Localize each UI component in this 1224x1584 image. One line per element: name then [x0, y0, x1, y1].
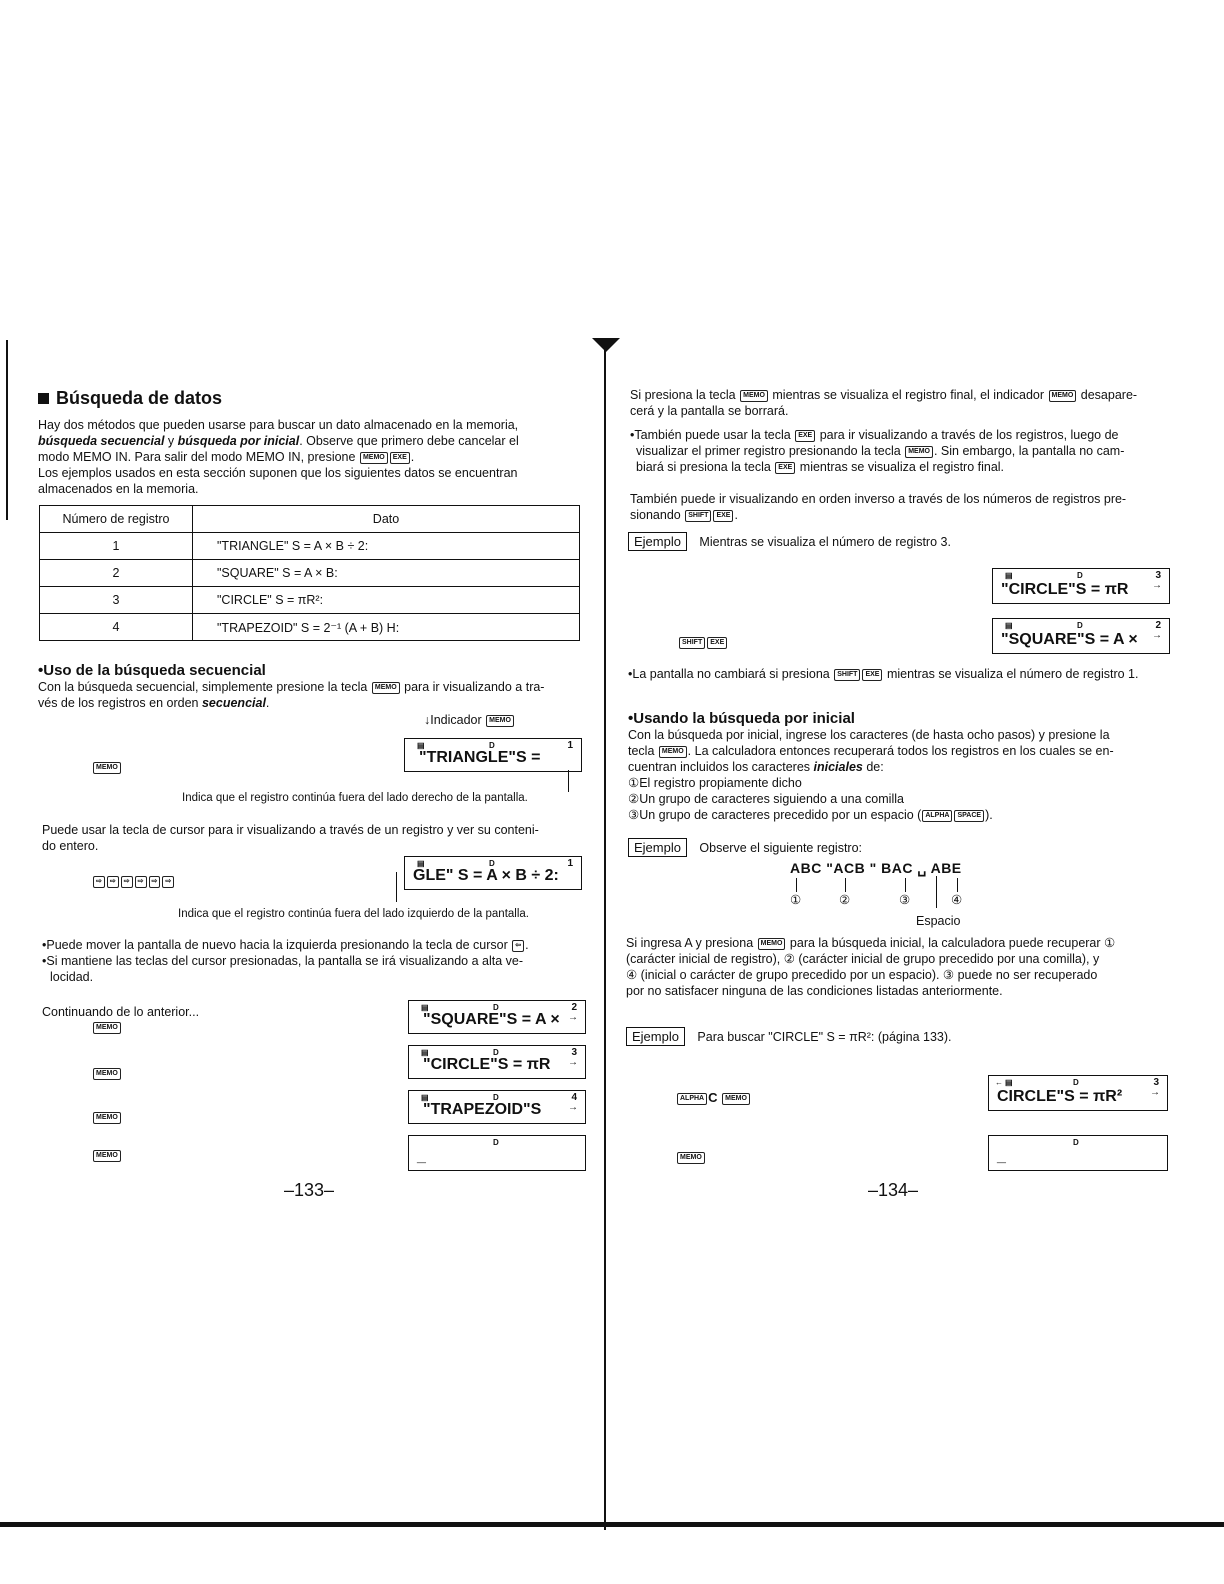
table-cell: 2	[40, 560, 193, 587]
table-header	[40, 506, 580, 533]
shift-exe-keys	[678, 634, 728, 652]
right-arrow-icon: →	[1152, 630, 1162, 641]
d-indicator-icon: D	[493, 1048, 499, 1057]
right-line-7: sionando SHIFT EXE .	[630, 508, 738, 522]
initial-search-title: •Usando la búsqueda por inicial	[628, 710, 855, 727]
shift-key-icon: SHIFT	[679, 637, 705, 649]
ejemplo-label: Ejemplo	[628, 532, 687, 551]
memo-key-icon: MEMO	[93, 1068, 121, 1080]
cursor-right-key-icon: ⇨	[121, 876, 133, 888]
lcd-display	[404, 738, 582, 772]
mark-line	[796, 878, 797, 892]
lcd-display	[408, 1045, 586, 1079]
right-line-2: cerá y la pantalla se borrará.	[630, 404, 789, 418]
shift-key-icon: SHIFT	[685, 510, 711, 522]
cursor-line-1: Puede usar la tecla de cursor para ir visualizando a través de un registro y ver su conteni-	[42, 823, 539, 837]
section-title: Búsqueda de datos	[38, 388, 588, 409]
shift-key-icon: SHIFT	[834, 669, 860, 681]
d-indicator-icon: D	[489, 859, 495, 868]
table-row	[40, 614, 580, 641]
initial-search-section	[628, 710, 1170, 823]
page-number: –134–	[868, 1180, 919, 1200]
explanation-line-2: (carácter inicial de registro), ② (carácter inicial de grupo precedido por una comilla), y	[626, 952, 1100, 966]
lcd-display	[992, 568, 1170, 604]
square-bullet-icon	[38, 393, 49, 404]
table-cell: 3	[40, 587, 193, 614]
record-number: 1	[567, 858, 573, 869]
intro-line-5: almacenados en la memoria.	[38, 482, 199, 496]
d-indicator-icon: D	[1077, 571, 1083, 580]
intro-line-3: modo MEMO IN. Para salir del modo MEMO IN, presione MEMO EXE .	[38, 450, 415, 464]
lcd-text: "SQUARE"S = A ×	[1001, 631, 1138, 648]
memo-key-icon: MEMO	[360, 452, 388, 464]
table-cell: "TRIANGLE" S = A × B ÷ 2:	[193, 533, 580, 560]
table-cell: 4	[40, 614, 193, 641]
cursor-right-key-icon: ⇨	[107, 876, 119, 888]
right-line-5: biará si presiona la tecla EXE mientras se visualiza el registro final.	[636, 460, 1005, 474]
initial-explanation	[626, 935, 1170, 999]
exe-key-icon: EXE	[862, 669, 882, 681]
continuing-label: Continuando de lo anterior...	[42, 1005, 200, 1019]
memo-key-icon: MEMO	[93, 1022, 121, 1034]
bullet-1: •Puede mover la pantalla de nuevo hacia la izquierda presionando la tecla de cursor ⇦ .	[42, 938, 529, 952]
memo-key-icon: MEMO	[740, 390, 768, 402]
example-2-text: Observe el siguiente registro:	[699, 841, 863, 855]
pointer-line	[396, 872, 397, 902]
initial-line-3: cuentran incluidos los caracteres iniciales de:	[628, 760, 884, 774]
alpha-key-icon: ALPHA	[677, 1093, 707, 1105]
exe-key-icon: EXE	[775, 462, 795, 474]
right-line-6: También puede ir visualizando en orden inverso a través de los números de registros pre-	[630, 492, 1127, 506]
space-key-icon: SPACE	[954, 810, 984, 822]
right-arrow-icon: →	[568, 1012, 578, 1023]
d-indicator-icon: D	[493, 1093, 499, 1102]
memo-key-icon: MEMO	[758, 938, 786, 950]
memo-key-icon: MEMO	[905, 446, 933, 458]
lcd-cursor: _	[417, 1148, 426, 1165]
cursor-right-key-icon: ⇨	[149, 876, 161, 888]
memo-key-icon: MEMO	[93, 1150, 121, 1162]
cursor-right-key-icon: ⇨	[135, 876, 147, 888]
explanation-line-4: por no satisfacer ninguna de las condiciones listadas anteriormente.	[626, 984, 1003, 998]
mark-3: ③	[899, 893, 911, 907]
exe-key-icon: EXE	[390, 452, 410, 464]
right-arrow-icon: →	[568, 1057, 578, 1068]
initial-list-1: ①El registro propiamente dicho	[628, 776, 802, 790]
ejemplo-label: Ejemplo	[626, 1027, 685, 1046]
example-record: ABC "ACB " BAC ␣ ABE	[790, 860, 962, 876]
mark-1: ①	[790, 893, 802, 907]
table-cell: "TRAPEZOID" S = 2⁻¹ (A + B) H:	[193, 614, 580, 641]
exe-key-icon: EXE	[707, 637, 727, 649]
d-indicator-icon: D	[1073, 1138, 1079, 1147]
table-cell: "SQUARE" S = A × B:	[193, 560, 580, 587]
lcd-display	[988, 1135, 1168, 1171]
table-row	[40, 560, 580, 587]
sequential-section	[38, 662, 586, 711]
memo-indicator-icon: ▤	[417, 859, 425, 868]
lcd-text: GLE" S = A × B ÷ 2:	[413, 867, 559, 884]
record-number: 2	[1155, 620, 1161, 631]
d-indicator-icon: D	[493, 1138, 499, 1147]
page-number: –133–	[284, 1180, 335, 1200]
intro-line-4: Los ejemplos usados en esta sección suponen que los siguientes datos se encuentran	[38, 466, 518, 480]
memo-key-icon: MEMO	[93, 1112, 121, 1124]
d-indicator-icon: D	[493, 1003, 499, 1012]
lcd-display	[992, 618, 1170, 654]
table-cell: 1	[40, 533, 193, 560]
mark-2: ②	[839, 893, 851, 907]
alpha-c-memo-keys	[676, 1090, 751, 1105]
sequential-line-1: Con la búsqueda secuencial, simplemente presione la tecla MEMO para ir visualizando a tra-	[38, 680, 545, 694]
lcd-display	[988, 1075, 1168, 1111]
memo-key-icon: MEMO	[659, 746, 687, 758]
exe-key-icon: EXE	[795, 430, 815, 442]
example-3	[626, 1027, 952, 1046]
lcd-text: "CIRCLE"S = πR	[423, 1056, 551, 1073]
right-arrow-icon: →	[1152, 580, 1162, 591]
left-arrow-icon: ←	[995, 1078, 1003, 1087]
table-header-cell: Dato	[193, 506, 580, 533]
record-number: 2	[571, 1002, 577, 1013]
lcd-display	[408, 1090, 586, 1124]
memo-indicator-icon: ▤	[421, 1048, 429, 1057]
lcd-text: "TRAPEZOID"S	[423, 1101, 542, 1118]
mark-4: ④	[951, 893, 963, 907]
lcd-display	[404, 856, 582, 890]
memo-key-icon: MEMO	[372, 682, 400, 694]
memo-key-icon: MEMO	[93, 762, 121, 774]
note-right-continue: Indica que el registro continúa fuera del lado derecho de la pantalla.	[182, 792, 528, 804]
right-arrow-icon: →	[568, 1102, 578, 1113]
record-number: 3	[1153, 1077, 1159, 1088]
top-center-mark	[592, 338, 620, 352]
mark-line	[957, 878, 958, 892]
initial-line-2: tecla MEMO . La calculadora entonces recuperará todos los registros en los cuales se en-	[628, 744, 1114, 758]
right-line-3: •También puede usar la tecla EXE para ir visualizando a través de los registros, luego de	[630, 428, 1119, 442]
exe-key-icon: EXE	[713, 510, 733, 522]
record-number: 4	[571, 1092, 577, 1103]
table-header-cell: Número de registro	[40, 506, 193, 533]
sequential-line-2: vés de los registros en orden secuencial.	[38, 696, 270, 710]
indicator-label: ↓Indicador MEMO	[424, 712, 515, 728]
example-3-text: Para buscar "CIRCLE" S = πR²: (página 133).	[697, 1030, 952, 1044]
bullet-2b: locidad.	[50, 970, 94, 984]
bullet-2a: •Si mantiene las teclas del cursor presionadas, la pantalla se irá visualizando a alta ve-	[42, 954, 524, 968]
cursor-keys-row	[92, 873, 175, 891]
right-line-1: Si presiona la tecla MEMO mientras se visualiza el registro final, el indicador MEMO desapare-	[630, 388, 1138, 402]
data-table	[39, 505, 580, 641]
memo-indicator-icon: ▤	[1005, 571, 1013, 580]
memo-key-icon: MEMO	[677, 1152, 705, 1164]
d-indicator-icon: D	[1077, 621, 1083, 630]
record-number: 3	[571, 1047, 577, 1058]
mark-line	[905, 878, 906, 892]
lcd-text: CIRCLE"S = πR²	[997, 1088, 1123, 1105]
example-1	[628, 532, 951, 551]
lcd-cursor: _	[997, 1148, 1006, 1165]
d-indicator-icon: D	[1073, 1078, 1079, 1087]
right-line-4: visualizar el primer registro presionando la tecla MEMO . Sin embargo, la pantalla no cam-	[636, 444, 1125, 458]
table-cell: "CIRCLE" S = πR²:	[193, 587, 580, 614]
cursor-line-2: do entero.	[42, 839, 99, 853]
memo-indicator-icon: ▤	[1005, 621, 1013, 630]
explanation-line-3: ④ (inicial o carácter de grupo precedido por un espacio). ③ puede no ser recuperado	[626, 968, 1098, 982]
lcd-text: "CIRCLE"S = πR	[1001, 581, 1129, 598]
right-arrow-icon: →	[1150, 1087, 1160, 1098]
initial-list-2: ②Un grupo de caracteres siguiendo a una comilla	[628, 792, 904, 806]
pointer-line	[568, 770, 569, 792]
note-left-continue: Indica que el registro continúa fuera del lado izquierdo de la pantalla.	[178, 908, 529, 920]
lcd-text: "TRIANGLE"S =	[419, 749, 541, 766]
record-number: 3	[1155, 570, 1161, 581]
left-edge-rule	[6, 340, 8, 520]
cursor-right-key-icon: ⇨	[162, 876, 174, 888]
intro-line-1: Hay dos métodos que pueden usarse para buscar un dato almacenado en la memoria,	[38, 418, 519, 432]
lcd-text: "SQUARE"S = A ×	[423, 1011, 560, 1028]
memo-key-icon: MEMO	[722, 1093, 750, 1105]
center-divider	[604, 340, 606, 1530]
right-intro	[630, 387, 1170, 523]
lcd-display	[408, 1000, 586, 1034]
cursor-left-key-icon: ⇦	[512, 940, 524, 952]
d-indicator-icon: D	[489, 741, 495, 750]
alpha-key-icon: ALPHA	[922, 810, 952, 822]
bottom-rule	[0, 1522, 1224, 1527]
memo-key-icon: MEMO	[1049, 390, 1077, 402]
lcd-display	[408, 1135, 586, 1171]
c-key: C	[708, 1090, 718, 1105]
initial-line-1: Con la búsqueda por inicial, ingrese los caracteres (de hasta ocho pasos) y presione la	[628, 728, 1110, 742]
table-row	[40, 587, 580, 614]
explanation-line-1: Si ingresa A y presiona MEMO para la búsqueda inicial, la calculadora puede recuperar ①	[626, 936, 1116, 950]
note-screen-no-change: •La pantalla no cambiará si presiona SHIFT EXE mientras se visualiza el número de registro 1.	[628, 667, 1139, 681]
space-pointer	[936, 876, 937, 908]
cursor-right-key-icon: ⇨	[93, 876, 105, 888]
table-row	[40, 533, 580, 560]
sequential-title: •Uso de la búsqueda secuencial	[38, 662, 266, 679]
example-1-text: Mientras se visualiza el número de registro 3.	[699, 535, 951, 549]
record-number: 1	[567, 740, 573, 751]
initial-list-3: ③Un grupo de caracteres precedido por un espacio ( ALPHA SPACE ).	[628, 808, 993, 822]
mark-line	[845, 878, 846, 892]
espacio-label: Espacio	[916, 914, 961, 928]
memo-indicator-icon: ▤	[1005, 1078, 1013, 1087]
memo-indicator-icon: ▤	[417, 741, 425, 750]
memo-indicator-icon: ▤	[421, 1003, 429, 1012]
intro-line-2: búsqueda secuencial y búsqueda por inicial. Observe que primero debe cancelar el	[38, 434, 519, 448]
memo-indicator-icon: ▤	[421, 1093, 429, 1102]
ejemplo-label: Ejemplo	[628, 838, 687, 857]
example-2	[628, 838, 862, 857]
memo-key-icon: MEMO	[486, 715, 514, 727]
left-page	[38, 388, 588, 497]
